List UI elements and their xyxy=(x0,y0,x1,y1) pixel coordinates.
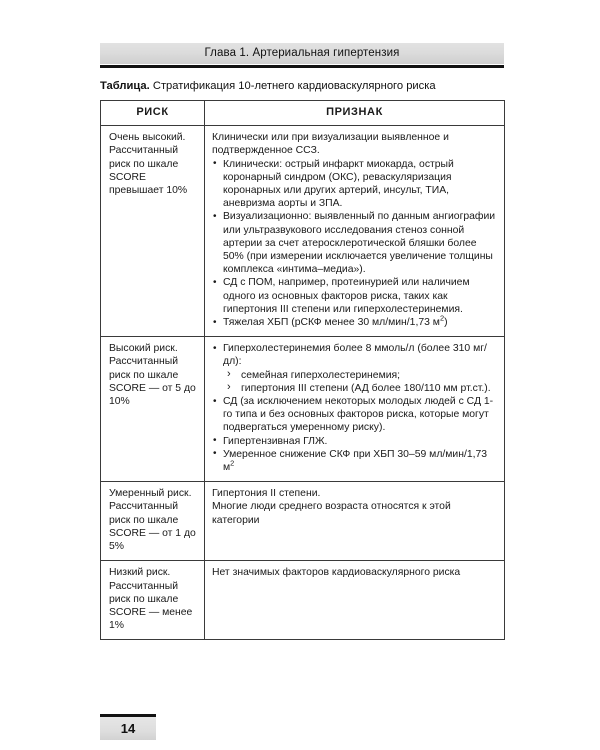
feature-cell-low xyxy=(205,561,505,640)
table-caption-text: Стратификация 10-летнего кардиоваскулярного риска xyxy=(149,80,436,92)
feature-bullet-list xyxy=(212,158,498,330)
risk-cell-low: Низкий риск. Рассчитанный риск по шкале SCORE — менее 1% xyxy=(101,561,205,640)
table-row xyxy=(101,561,505,640)
folio xyxy=(100,714,156,740)
table-row xyxy=(101,337,505,482)
feature-sub-bullet-list xyxy=(223,369,498,395)
feature-line: Нет значимых факторов кардиоваскулярного риска xyxy=(212,567,461,579)
sub-list-item: › гипертония III степени (АД более 180/110 мм рт.ст.). xyxy=(223,382,498,395)
list-item: • Клинически: острый инфаркт миокарда, острый коронарный синдром (ОКС), реваскуляризация коронарных или других артерий, инсульт, ТИА, аневризма аорты и ЗПА. xyxy=(212,158,498,211)
list-item: • Гипертензивная ГЛЖ. xyxy=(212,435,498,448)
list-item-text: Гиперхолестеринемия более 8 ммоль/л (более 310 мг/дл): xyxy=(223,343,487,368)
list-item xyxy=(212,342,498,395)
feature-line: Гипертония II степени. xyxy=(212,488,321,500)
table-caption-label: Таблица. xyxy=(100,80,150,92)
table-caption xyxy=(100,79,520,93)
running-head-rule xyxy=(100,65,504,68)
column-header-feature: ПРИЗНАК xyxy=(205,101,505,126)
list-item: • СД с ПОМ, например, протеинурией или наличием одного из основных факторов риска, таких как гипертония III степени или гиперхолестеринемия. xyxy=(212,276,498,316)
feature-bullet-list xyxy=(212,342,498,474)
table-row xyxy=(101,126,505,337)
list-item: • Визуализационно: выявленный по данным ангиографии или ультразвукового исследования стеноз сонной артерии за счет атеросклеротической бляшки более 50% (при измерении исключается увеличение толщины комплекса «интима–медиа»). xyxy=(212,210,498,276)
superscript-two: 2 xyxy=(230,458,235,468)
feature-cell-high xyxy=(205,337,505,482)
running-head xyxy=(100,43,504,68)
feature-cell-very-high xyxy=(205,126,505,337)
page-number: 14 xyxy=(100,717,156,740)
list-item: • СД (за исключением некоторых молодых людей с СД 1-го типа и без основных факторов риска, которые могут подвергаться умеренному риску). xyxy=(212,395,498,435)
sub-list-item: › семейная гиперхолестеринемия; xyxy=(223,369,498,382)
table-header-row xyxy=(101,101,505,126)
risk-cell-moderate: Умеренный риск. Рассчитанный риск по шкале SCORE — от 1 до 5% xyxy=(101,482,205,561)
risk-cell-high: Высокий риск. Рассчитанный риск по шкале SCORE — от 5 до 10% xyxy=(101,337,205,482)
feature-cell-moderate xyxy=(205,482,505,561)
list-item: • Умеренное снижение СКФ при ХБП 30–59 мл/мин/1,73 $м^2$ xyxy=(212,448,498,474)
superscript-two: 2 xyxy=(439,313,445,323)
table-row xyxy=(101,482,505,561)
feature-line: Многие люди среднего возраста относятся к этой категории xyxy=(212,501,451,526)
list-item: • Тяжелая ХБП (рСКФ менее 30 мл/мин/1,73 $м^2$) xyxy=(212,316,498,329)
column-header-risk: РИСК xyxy=(101,101,205,126)
risk-stratification-table xyxy=(100,100,505,640)
running-head-title: Глава 1. Артериальная гипертензия xyxy=(100,43,504,64)
feature-intro: Клинически или при визуализации выявленное и подтвержденное ССЗ. xyxy=(212,132,449,157)
risk-cell-very-high: Очень высокий. Рассчитанный риск по шкале SCORE превышает 10% xyxy=(101,126,205,337)
